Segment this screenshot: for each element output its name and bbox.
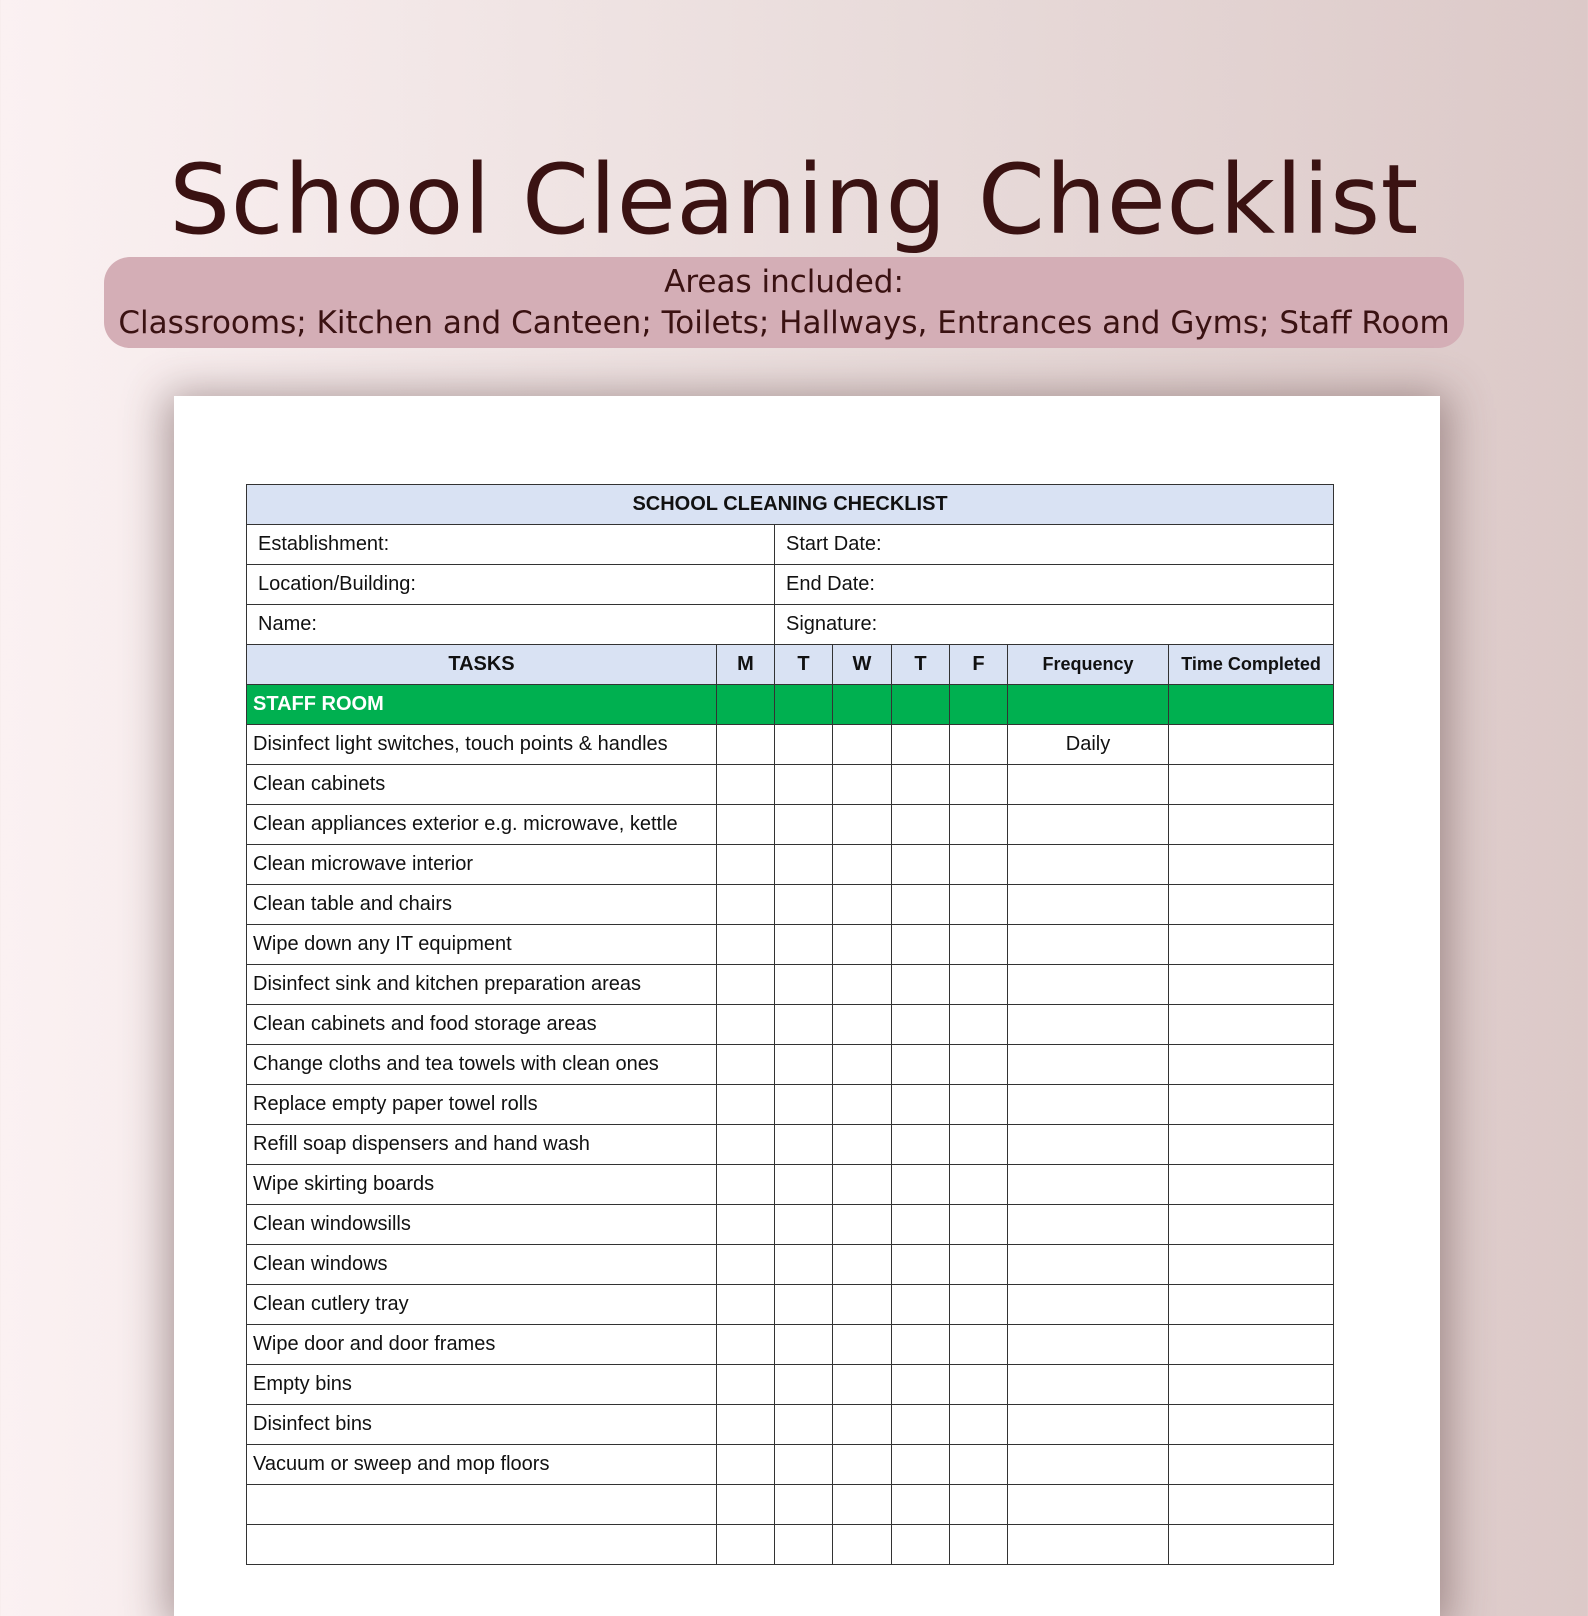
fri-check-cell[interactable]: [950, 1285, 1008, 1325]
tue-check-cell[interactable]: [775, 885, 833, 925]
task-label: [247, 1525, 717, 1565]
frequency-cell[interactable]: [1008, 1405, 1169, 1445]
fri-check-cell[interactable]: [950, 765, 1008, 805]
thu-check-cell[interactable]: [892, 1365, 950, 1405]
task-label: Empty bins: [247, 1365, 717, 1405]
task-label: Disinfect sink and kitchen preparation areas: [247, 965, 717, 1005]
tue-check-cell[interactable]: [775, 1205, 833, 1245]
tue-check-cell[interactable]: [775, 1365, 833, 1405]
fri-check-cell[interactable]: [950, 725, 1008, 765]
mon-check-cell[interactable]: [717, 925, 775, 965]
sheet-title-row: [247, 485, 1334, 525]
col-frequency: Frequency: [1008, 645, 1169, 685]
task-row: [247, 1125, 1334, 1165]
mon-check-cell[interactable]: [717, 1085, 775, 1125]
tue-check-cell[interactable]: [775, 1405, 833, 1445]
tue-check-cell[interactable]: [775, 1445, 833, 1485]
wed-check-cell[interactable]: [833, 885, 892, 925]
task-row: [247, 1285, 1334, 1325]
thu-check-cell[interactable]: [892, 885, 950, 925]
task-label: Change cloths and tea towels with clean ones: [247, 1045, 717, 1085]
task-label: [247, 1485, 717, 1525]
frequency-cell[interactable]: [1008, 1485, 1169, 1525]
section-row: [247, 685, 1334, 725]
time-completed-cell[interactable]: [1169, 1125, 1334, 1165]
frequency-cell[interactable]: [1008, 1205, 1169, 1245]
task-label: Clean cabinets: [247, 765, 717, 805]
thu-check-cell[interactable]: [892, 1285, 950, 1325]
tue-check-cell[interactable]: [775, 1325, 833, 1365]
areas-included-banner: [104, 257, 1464, 348]
thu-check-cell[interactable]: [892, 1325, 950, 1365]
frequency-cell[interactable]: [1008, 965, 1169, 1005]
task-label: Refill soap dispensers and hand wash: [247, 1125, 717, 1165]
tue-check-cell[interactable]: [775, 1085, 833, 1125]
col-thursday: T: [892, 645, 950, 685]
mon-check-cell[interactable]: [717, 725, 775, 765]
task-label: Clean microwave interior: [247, 845, 717, 885]
areas-label: Areas included:: [664, 264, 904, 300]
signature-field[interactable]: Signature:: [775, 605, 1334, 645]
time-completed-cell[interactable]: [1169, 1365, 1334, 1405]
frequency-cell[interactable]: [1008, 1365, 1169, 1405]
info-row: [247, 605, 1334, 645]
wed-check-cell[interactable]: [833, 725, 892, 765]
thu-check-cell[interactable]: [892, 1405, 950, 1445]
fri-check-cell[interactable]: [950, 805, 1008, 845]
frequency-cell[interactable]: [1008, 1165, 1169, 1205]
fri-check-cell[interactable]: [950, 885, 1008, 925]
task-row: [247, 885, 1334, 925]
checklist-sheet: [174, 396, 1440, 1616]
tue-check-cell[interactable]: [775, 1125, 833, 1165]
wed-check-cell[interactable]: [833, 1085, 892, 1125]
task-row: [247, 1005, 1334, 1045]
task-row: [247, 1405, 1334, 1445]
location-field[interactable]: Location/Building:: [247, 565, 775, 605]
thu-check-cell[interactable]: [892, 1085, 950, 1125]
wed-check-cell[interactable]: [833, 1045, 892, 1085]
mon-check-cell[interactable]: [717, 1005, 775, 1045]
thu-check-cell[interactable]: [892, 805, 950, 845]
fri-check-cell[interactable]: [950, 925, 1008, 965]
fri-check-cell[interactable]: [950, 1445, 1008, 1485]
section-label: STAFF ROOM: [247, 685, 717, 725]
task-row: [247, 965, 1334, 1005]
mon-check-cell[interactable]: [717, 965, 775, 1005]
task-row: [247, 1165, 1334, 1205]
task-label: Disinfect bins: [247, 1405, 717, 1445]
frequency-cell[interactable]: [1008, 765, 1169, 805]
time-completed-cell[interactable]: [1169, 845, 1334, 885]
task-label: Clean cutlery tray: [247, 1285, 717, 1325]
thu-check-cell[interactable]: [892, 1205, 950, 1245]
mon-check-cell[interactable]: [717, 1165, 775, 1205]
tue-check-cell[interactable]: [775, 845, 833, 885]
page-headline: School Cleaning Checklist: [169, 144, 1419, 256]
tue-check-cell[interactable]: [775, 1485, 833, 1525]
task-label: Wipe down any IT equipment: [247, 925, 717, 965]
fri-check-cell[interactable]: [950, 1525, 1008, 1565]
frequency-cell[interactable]: [1008, 1045, 1169, 1085]
mon-check-cell[interactable]: [717, 1205, 775, 1245]
wed-check-cell[interactable]: [833, 1125, 892, 1165]
col-time-completed: Time Completed: [1169, 645, 1334, 685]
task-label: Clean windowsills: [247, 1205, 717, 1245]
establishment-field[interactable]: Establishment:: [247, 525, 775, 565]
task-label: Clean cabinets and food storage areas: [247, 1005, 717, 1045]
frequency-cell[interactable]: [1008, 1005, 1169, 1045]
fri-check-cell[interactable]: [950, 1325, 1008, 1365]
tue-check-cell[interactable]: [775, 1165, 833, 1205]
task-row: [247, 1485, 1334, 1525]
end-date-field[interactable]: End Date:: [775, 565, 1334, 605]
mon-check-cell[interactable]: [717, 805, 775, 845]
fri-check-cell[interactable]: [950, 1045, 1008, 1085]
task-label: Replace empty paper towel rolls: [247, 1085, 717, 1125]
tue-check-cell[interactable]: [775, 1005, 833, 1045]
thu-check-cell[interactable]: [892, 1445, 950, 1485]
thu-check-cell[interactable]: [892, 765, 950, 805]
thu-check-cell[interactable]: [892, 1485, 950, 1525]
wed-check-cell[interactable]: [833, 1405, 892, 1445]
frequency-cell[interactable]: [1008, 925, 1169, 965]
fri-check-cell[interactable]: [950, 1125, 1008, 1165]
task-row: [247, 725, 1334, 765]
wed-check-cell[interactable]: [833, 1005, 892, 1045]
wed-check-cell[interactable]: [833, 805, 892, 845]
mon-check-cell[interactable]: [717, 1125, 775, 1165]
task-row: [247, 1325, 1334, 1365]
task-row: [247, 1365, 1334, 1405]
wed-check-cell[interactable]: [833, 845, 892, 885]
task-label: Clean appliances exterior e.g. microwave, kettle: [247, 805, 717, 845]
task-row: [247, 1045, 1334, 1085]
wed-check-cell[interactable]: [833, 765, 892, 805]
task-label: Wipe skirting boards: [247, 1165, 717, 1205]
thu-check-cell[interactable]: [892, 845, 950, 885]
info-row: [247, 565, 1334, 605]
thu-check-cell[interactable]: [892, 1245, 950, 1285]
time-completed-cell[interactable]: [1169, 1245, 1334, 1285]
task-list: [247, 725, 1334, 1565]
wed-check-cell[interactable]: [833, 1165, 892, 1205]
time-completed-cell[interactable]: [1169, 885, 1334, 925]
tue-check-cell[interactable]: [775, 1285, 833, 1325]
wed-check-cell[interactable]: [833, 965, 892, 1005]
time-completed-cell[interactable]: [1169, 1405, 1334, 1445]
fri-check-cell[interactable]: [950, 1005, 1008, 1045]
task-row: [247, 1245, 1334, 1285]
thu-check-cell[interactable]: [892, 1125, 950, 1165]
frequency-cell[interactable]: [1008, 1245, 1169, 1285]
col-tasks: TASKS: [247, 645, 717, 685]
task-row: [247, 1445, 1334, 1485]
tue-check-cell[interactable]: [775, 1525, 833, 1565]
mon-check-cell[interactable]: [717, 1285, 775, 1325]
mon-check-cell[interactable]: [717, 1325, 775, 1365]
time-completed-cell[interactable]: [1169, 1045, 1334, 1085]
fri-check-cell[interactable]: [950, 845, 1008, 885]
tue-check-cell[interactable]: [775, 805, 833, 845]
sheet-title: SCHOOL CLEANING CHECKLIST: [247, 485, 1334, 525]
col-wednesday: W: [833, 645, 892, 685]
fri-check-cell[interactable]: [950, 1365, 1008, 1405]
time-completed-cell[interactable]: [1169, 965, 1334, 1005]
mon-check-cell[interactable]: [717, 1445, 775, 1485]
time-completed-cell[interactable]: [1169, 805, 1334, 845]
fri-check-cell[interactable]: [950, 1245, 1008, 1285]
frequency-cell[interactable]: [1008, 1445, 1169, 1485]
tue-check-cell[interactable]: [775, 925, 833, 965]
task-row: [247, 805, 1334, 845]
fri-check-cell[interactable]: [950, 1405, 1008, 1445]
thu-check-cell[interactable]: [892, 1005, 950, 1045]
thu-check-cell[interactable]: [892, 965, 950, 1005]
frequency-cell[interactable]: [1008, 1325, 1169, 1365]
wed-check-cell[interactable]: [833, 1445, 892, 1485]
mon-check-cell[interactable]: [717, 885, 775, 925]
wed-check-cell[interactable]: [833, 1485, 892, 1525]
fri-check-cell[interactable]: [950, 1165, 1008, 1205]
time-completed-cell[interactable]: [1169, 1205, 1334, 1245]
mon-check-cell[interactable]: [717, 1525, 775, 1565]
col-tuesday: T: [775, 645, 833, 685]
task-label: Wipe door and door frames: [247, 1325, 717, 1365]
time-completed-cell[interactable]: [1169, 1005, 1334, 1045]
tue-check-cell[interactable]: [775, 1045, 833, 1085]
frequency-cell[interactable]: Daily: [1008, 725, 1169, 765]
mon-check-cell[interactable]: [717, 1365, 775, 1405]
col-monday: M: [717, 645, 775, 685]
fri-check-cell[interactable]: [950, 1205, 1008, 1245]
tue-check-cell[interactable]: [775, 965, 833, 1005]
frequency-cell[interactable]: [1008, 1285, 1169, 1325]
time-completed-cell[interactable]: [1169, 925, 1334, 965]
column-header-row: [247, 645, 1334, 685]
fri-check-cell[interactable]: [950, 965, 1008, 1005]
task-row: [247, 925, 1334, 965]
task-row: [247, 765, 1334, 805]
wed-check-cell[interactable]: [833, 1325, 892, 1365]
time-completed-cell[interactable]: [1169, 1285, 1334, 1325]
time-completed-cell[interactable]: [1169, 1525, 1334, 1565]
time-completed-cell[interactable]: [1169, 1085, 1334, 1125]
time-completed-cell[interactable]: [1169, 1165, 1334, 1205]
frequency-cell[interactable]: [1008, 1085, 1169, 1125]
frequency-cell[interactable]: [1008, 1125, 1169, 1165]
wed-check-cell[interactable]: [833, 1245, 892, 1285]
mon-check-cell[interactable]: [717, 1245, 775, 1285]
fri-check-cell[interactable]: [950, 1085, 1008, 1125]
wed-check-cell[interactable]: [833, 1285, 892, 1325]
mon-check-cell[interactable]: [717, 765, 775, 805]
thu-check-cell[interactable]: [892, 925, 950, 965]
info-row: [247, 525, 1334, 565]
fri-check-cell[interactable]: [950, 1485, 1008, 1525]
thu-check-cell[interactable]: [892, 1525, 950, 1565]
wed-check-cell[interactable]: [833, 1365, 892, 1405]
thu-check-cell[interactable]: [892, 1045, 950, 1085]
time-completed-cell[interactable]: [1169, 1485, 1334, 1525]
tue-check-cell[interactable]: [775, 725, 833, 765]
frequency-cell[interactable]: [1008, 885, 1169, 925]
frequency-cell[interactable]: [1008, 805, 1169, 845]
task-label: Vacuum or sweep and mop floors: [247, 1445, 717, 1485]
wed-check-cell[interactable]: [833, 1205, 892, 1245]
task-label: Disinfect light switches, touch points & handles: [247, 725, 717, 765]
task-row: [247, 1085, 1334, 1125]
time-completed-cell[interactable]: [1169, 1325, 1334, 1365]
start-date-field[interactable]: Start Date:: [775, 525, 1334, 565]
time-completed-cell[interactable]: [1169, 725, 1334, 765]
task-label: Clean windows: [247, 1245, 717, 1285]
task-label: Clean table and chairs: [247, 885, 717, 925]
thu-check-cell[interactable]: [892, 725, 950, 765]
task-row: [247, 845, 1334, 885]
time-completed-cell[interactable]: [1169, 1445, 1334, 1485]
time-completed-cell[interactable]: [1169, 765, 1334, 805]
mon-check-cell[interactable]: [717, 845, 775, 885]
frequency-cell[interactable]: [1008, 1525, 1169, 1565]
wed-check-cell[interactable]: [833, 1525, 892, 1565]
mon-check-cell[interactable]: [717, 1405, 775, 1445]
frequency-cell[interactable]: [1008, 845, 1169, 885]
task-row: [247, 1205, 1334, 1245]
tue-check-cell[interactable]: [775, 1245, 833, 1285]
tue-check-cell[interactable]: [775, 765, 833, 805]
areas-list: Classrooms; Kitchen and Canteen; Toilets; Hallways, Entrances and Gyms; Staff Room: [118, 305, 1450, 341]
checklist-table: [246, 484, 1334, 1565]
col-friday: F: [950, 645, 1008, 685]
wed-check-cell[interactable]: [833, 925, 892, 965]
mon-check-cell[interactable]: [717, 1485, 775, 1525]
mon-check-cell[interactable]: [717, 1045, 775, 1085]
task-row: [247, 1525, 1334, 1565]
name-field[interactable]: Name:: [247, 605, 775, 645]
thu-check-cell[interactable]: [892, 1165, 950, 1205]
